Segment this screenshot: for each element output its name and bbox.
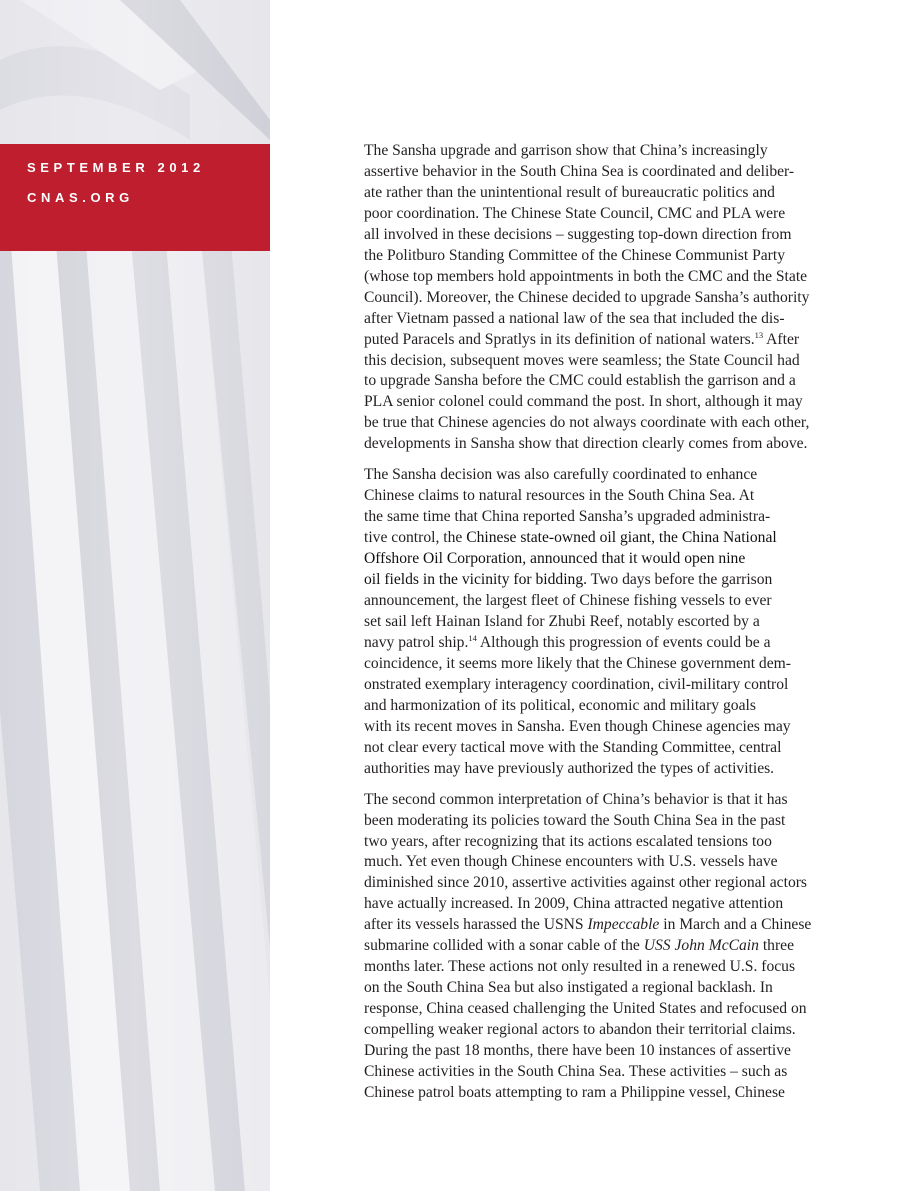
text-line: been moderating its policies toward the South China Sea in the past: [364, 811, 786, 829]
paragraph-3: [364, 790, 829, 1104]
text-line: During the past 18 months, there have been 10 instances of assertive: [364, 1042, 791, 1060]
ship-name-impeccable: Impeccable: [587, 916, 660, 934]
footnote-14[interactable]: 14: [468, 632, 477, 643]
text-run: tive control, the: [364, 529, 467, 547]
text-run: in March and a Chinese: [659, 916, 812, 934]
website-link[interactable]: CNAS.ORG: [27, 190, 134, 205]
text-line: the same time that China reported Sansha’s upgraded administra-: [364, 508, 771, 526]
highlighted-text-line: Offshore Oil Corporation, announced that it would open nine: [364, 550, 746, 568]
text-run: navy patrol ship.: [364, 633, 469, 651]
text-line: compelling weaker regional actors to abandon their territorial claims.: [364, 1021, 796, 1039]
text-line: to upgrade Sansha before the CMC could establish the garrison and a: [364, 372, 796, 390]
text-line: announcement, the largest fleet of Chinese fishing vessels to ever: [364, 592, 772, 610]
text-line: The second common interpretation of China’s behavior is that it has: [364, 790, 788, 808]
text-line: all involved in these decisions – suggesting top-down direction from: [364, 225, 792, 243]
text-line: onstrated exemplary interagency coordination, civil-military control: [364, 675, 789, 693]
text-line: [364, 528, 829, 549]
text-line: two years, after recognizing that its actions escalated tensions too: [364, 832, 772, 850]
text-line: after Vietnam passed a national law of the sea that included the dis-: [364, 309, 785, 327]
text-line: authorities may have previously authorized the types of activities.: [364, 759, 775, 777]
text-line: poor coordination. The Chinese State Council, CMC and PLA were: [364, 204, 786, 222]
text-line: Chinese activities in the South China Sea. These activities – such as: [364, 1062, 788, 1080]
text-line: [364, 936, 829, 957]
text-run: submarine collided with a sonar cable of the: [364, 937, 644, 955]
text-line: Council). Moreover, the Chinese decided to upgrade Sansha’s authority: [364, 288, 810, 306]
text-line: (whose top members hold appointments in both the CMC and the State: [364, 267, 808, 285]
text-line: coincidence, it seems more likely that the Chinese government dem-: [364, 654, 791, 672]
text-run: after its vessels harassed the USNS: [364, 916, 588, 934]
text-line: on the South China Sea but also instigated a regional backlash. In: [364, 979, 773, 997]
text-line: have actually increased. In 2009, China attracted negative attention: [364, 895, 784, 913]
text-line: [364, 633, 829, 654]
text-line: The Sansha decision was also carefully coordinated to enhance: [364, 466, 758, 484]
text-line: [364, 915, 829, 936]
text-line: diminished since 2010, assertive activities against other regional actors: [364, 874, 807, 892]
ship-name-john-mccain: USS John McCain: [643, 937, 759, 955]
text-line: with its recent moves in Sansha. Even though Chinese agencies may: [364, 717, 791, 735]
text-line: response, China ceased challenging the United States and refocused on: [364, 1000, 807, 1018]
highlighted-text: Chinese state-owned oil giant, the China National: [466, 529, 777, 547]
text-line: be true that Chinese agencies do not always coordinate with each other,: [364, 414, 810, 432]
text-line: this decision, subsequent moves were seamless; the State Council had: [364, 351, 800, 369]
text-line: PLA senior colonel could command the post. In short, although it may: [364, 393, 803, 411]
text-line: Chinese claims to natural resources in the South China Sea. At: [364, 487, 755, 505]
publication-date: SEPTEMBER 2012: [27, 160, 205, 175]
text-line: assertive behavior in the South China Sea is coordinated and deliber-: [364, 162, 795, 180]
text-line: set sail left Hainan Island for Zhubi Reef, notably escorted by a: [364, 612, 760, 630]
text-line: months later. These actions not only resulted in a renewed U.S. focus: [364, 958, 796, 976]
footnote-13[interactable]: 13: [754, 329, 764, 340]
text-line: The Sansha upgrade and garrison show that China’s increasingly: [364, 142, 768, 159]
paragraph-2: [364, 465, 829, 779]
text-run: Although this progression of events could be a: [476, 633, 771, 651]
text-line: not clear every tactical move with the Standing Committee, central: [364, 738, 782, 756]
paragraph-1: [364, 141, 829, 455]
highlighted-text: oil fields in the vicinity for bidding.: [364, 571, 588, 589]
text-line: ate rather than the unintentional result of bureaucratic politics and: [364, 183, 775, 201]
article-body: [364, 141, 829, 1114]
text-line: developments in Sansha show that direction clearly comes from above.: [364, 435, 808, 453]
text-line: [364, 570, 829, 591]
text-line: Chinese patrol boats attempting to ram a Philippine vessel, Chinese: [364, 1083, 785, 1101]
text-line: [364, 330, 829, 351]
text-line: much. Yet even though Chinese encounters with U.S. vessels have: [364, 853, 778, 871]
text-line: and harmonization of its political, economic and military goals: [364, 696, 756, 714]
text-run: Two days before the garrison: [587, 571, 773, 589]
text-run: After: [763, 330, 800, 348]
text-run: three: [758, 937, 795, 955]
text-run: puted Paracels and Spratlys in its definition of national waters.: [364, 330, 755, 348]
text-line: the Politburo Standing Committee of the Chinese Communist Party: [364, 246, 786, 264]
